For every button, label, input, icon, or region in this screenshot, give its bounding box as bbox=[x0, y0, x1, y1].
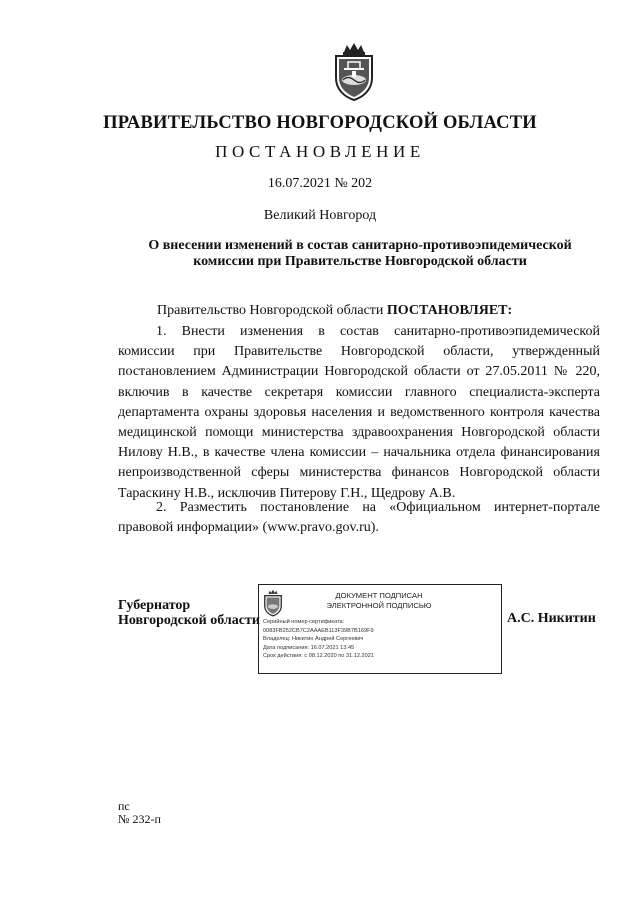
stamp-serial: 0083FB252CB7C2AAAEB113F39B7B169F9 bbox=[263, 627, 374, 634]
stamp-owner: Владелец: Никитин Андрей Сергеевич bbox=[263, 636, 364, 643]
intro-paragraph bbox=[157, 301, 597, 321]
intro-text: Правительство Новгородской области bbox=[157, 303, 387, 318]
footer-number: № 232-п bbox=[118, 812, 161, 826]
signatory-position bbox=[118, 598, 260, 628]
stamp-signed-date: Дата подписания: 16.07.2021 13:45 bbox=[263, 644, 355, 651]
footer-initials: пс bbox=[118, 799, 130, 813]
novgorod-coat-of-arms-icon bbox=[330, 42, 378, 102]
document-subject bbox=[120, 238, 600, 270]
paragraph-1: 1. Внести изменения в состав санитарно-противоэпидемической комиссии при Правительстве Новгородской области, утвержденный постановлением Администрации Новгородской области от 27.05.2011 № 220, включив в качестве секретаря комиссии главного специалиста-эксперта департамента охраны здоровья населения и ведомственного контроля качества медицинской помощи министерства здравоохранения Новгородской области Нилову Н.В., в качестве члена комиссии – начальника отдела финансирования непроизводственной сферы министерства финансов Новгородской области Тараскину Н.В., исключив Питерову Г.Н., Щедрову А.В. bbox=[118, 324, 600, 501]
position-line-2: Новгородской области bbox=[118, 613, 260, 628]
city: Великий Новгород bbox=[263, 208, 377, 223]
intro-resolves: ПОСТАНОВЛЯЕТ: bbox=[386, 303, 513, 318]
footer-note bbox=[118, 800, 161, 826]
stamp-validity: Срок действия: с 08.12.2020 по 31.12.2021 bbox=[263, 653, 374, 660]
stamp-title-line-1: ДОКУМЕНТ ПОДПИСАН bbox=[335, 591, 423, 600]
subject-line-1: О внесении изменений в состав санитарно-противоэпидемической bbox=[148, 238, 572, 253]
stamp-details bbox=[263, 618, 499, 661]
signatory-name: А.С. Никитин bbox=[507, 611, 596, 626]
organization-title: ПРАВИТЕЛЬСТВО НОВГОРОДСКОЙ ОБЛАСТИ bbox=[103, 113, 537, 133]
stamp-title bbox=[259, 591, 499, 611]
stamp-serial-label: Серийный номер сертификата: bbox=[263, 619, 345, 625]
subject-line-2: комиссии при Правительстве Новгородской области bbox=[193, 254, 527, 269]
document-type: ПОСТАНОВЛЕНИЕ bbox=[215, 142, 425, 161]
date-and-number: 16.07.2021 № 202 bbox=[267, 176, 373, 191]
paragraph-2: 2. Разместить постановление на «Официальном интернет-портале правовой информации» (www.pravo.gov.ru). bbox=[118, 500, 600, 536]
stamp-title-line-2: ЭЛЕКТРОННОЙ ПОДПИСЬЮ bbox=[326, 601, 432, 610]
position-line-1: Губернатор bbox=[118, 598, 191, 613]
electronic-signature-stamp bbox=[258, 584, 502, 674]
